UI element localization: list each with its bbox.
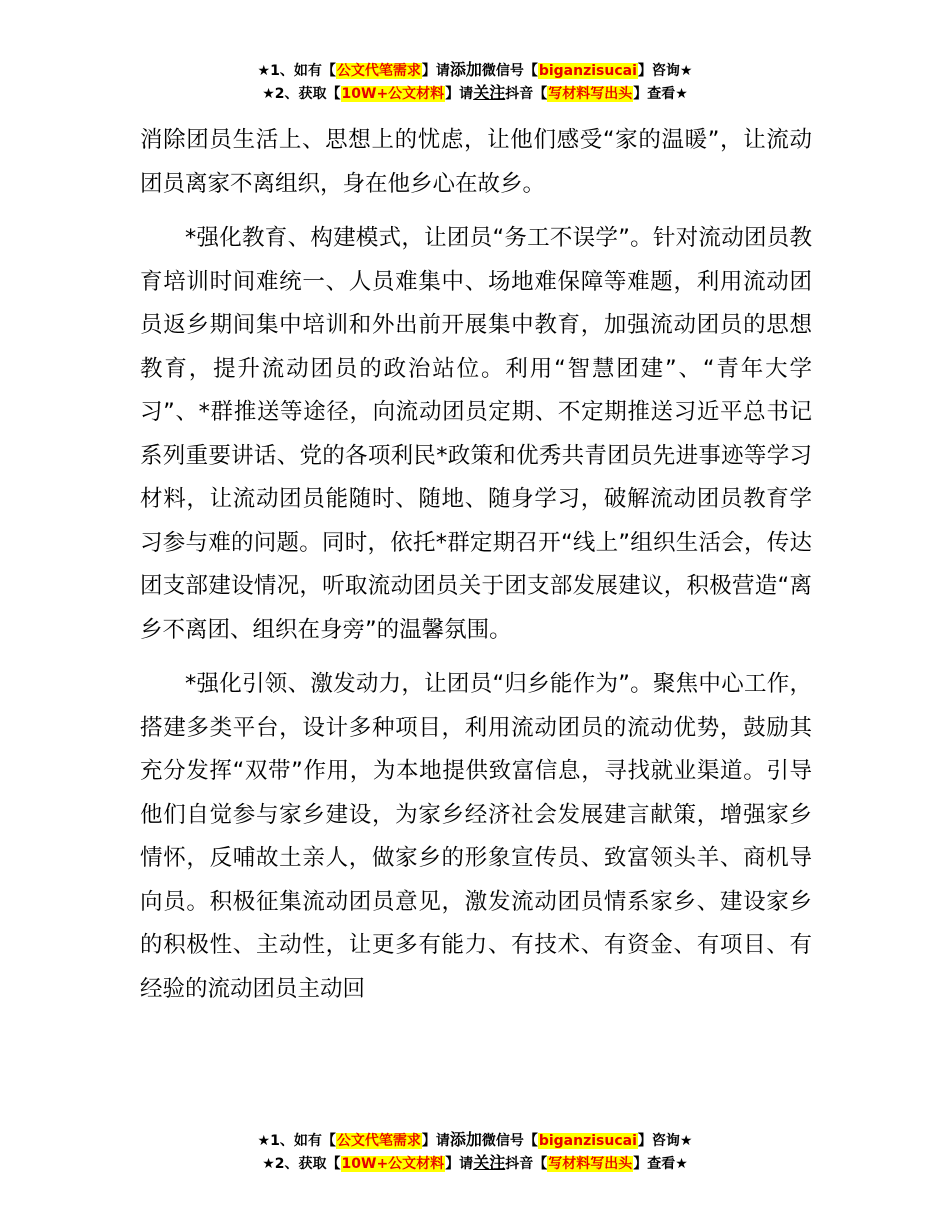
highlight-materials: 10W+公文材料: [341, 1156, 445, 1172]
highlight-service: 公文代笔需求: [336, 1133, 421, 1149]
footer-banner: [0, 1129, 950, 1175]
paragraph-2: *强化教育、构建模式，让团员“务工不误学”。针对流动团员教育培训时间难统一、人员难集中、场地难保障等难题，利用流动团员返乡期间集中培训和外出前开展集中教育，加强流动团员的思想教育，提升流动团员的政治站位。利用“智慧团建”、“青年大学习”、*群推送等途径，向流动团员定期、不定期推送习近平总书记系列重要讲话、党的各项利民*政策和优秀共青团员先进事迹等学习材料，让流动团员能随时、随地、随身学习，破解流动团员教育学习参与难的问题。同时，依托*群定期召开“线上”组织生活会，传达团支部建设情况，听取流动团员关于团支部发展建议，积极营造“离乡不离团、组织在身旁”的温馨氛围。: [140, 225, 812, 643]
header-line-2: ★2、获取【10W+公文材料】请关注抖音【写材料写出头】查看★: [262, 83, 688, 102]
header-banner: [0, 59, 950, 105]
highlight-service: 公文代笔需求: [336, 63, 421, 79]
footer-line-1: ★1、如有【公文代笔需求】请添加微信号【biganzisucai】咨询★: [257, 1130, 693, 1149]
highlight-materials: 10W+公文材料: [341, 86, 445, 102]
highlight-douyin-account[interactable]: 写材料写出头: [548, 86, 633, 102]
header-line-1: ★1、如有【公文代笔需求】请添加微信号【biganzisucai】咨询★: [257, 60, 693, 79]
highlight-wechat-id[interactable]: biganzisucai: [538, 63, 637, 79]
highlight-wechat-id[interactable]: biganzisucai: [538, 1133, 637, 1149]
footer-line-2: ★2、获取【10W+公文材料】请关注抖音【写材料写出头】查看★: [262, 1153, 688, 1172]
paragraph-3: *强化引领、激发动力，让团员“归乡能作为”。聚焦中心工作，搭建多类平台，设计多种项目，利用流动团员的流动优势，鼓励其充分发挥“双带”作用，为本地提供致富信息，寻找就业渠道。引导他们自觉参与家乡建设，为家乡经济社会发展建言献策，增强家乡情怀，反哺故土亲人，做家乡的形象宣传员、致富领头羊、商机导向员。积极征集流动团员意见，激发流动团员情系家乡、建设家乡的积极性、主动性，让更多有能力、有技术、有资金、有项目、有经验的流动团员主动回: [140, 671, 812, 1002]
document-body: [140, 119, 812, 1011]
paragraph-1: 消除团员生活上、思想上的忧虑，让他们感受“家的温暖”，让流动团员离家不离组织，身在他乡心在故乡。: [140, 127, 812, 197]
highlight-douyin-account[interactable]: 写材料写出头: [548, 1156, 633, 1172]
